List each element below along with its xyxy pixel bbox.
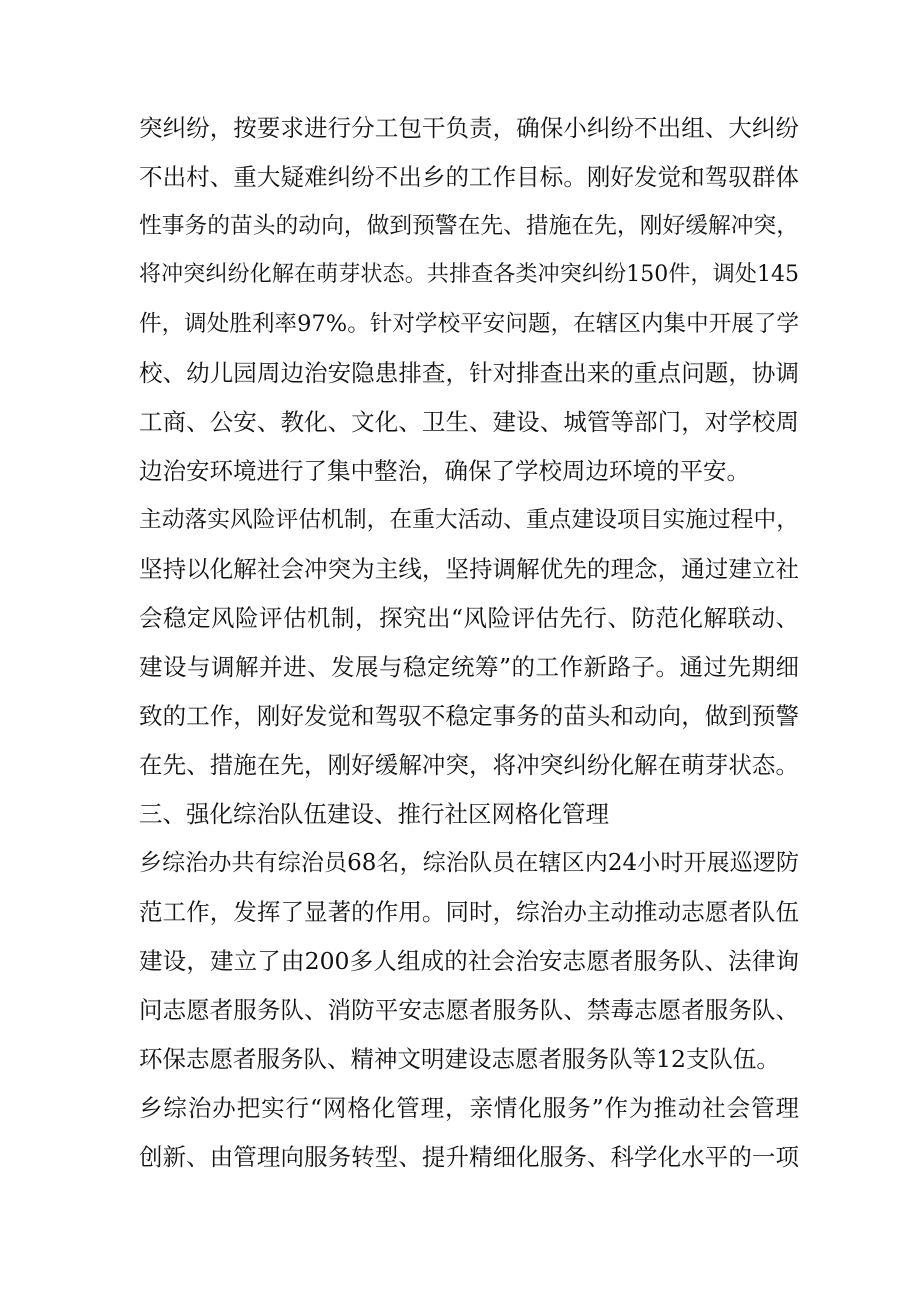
text-line: 建设与调解并进、发展与稳定统筹”的工作新路子。通过先期细 xyxy=(139,653,799,681)
text-line: 工商、公安、教化、文化、卫生、建设、城管等部门，对学校周 xyxy=(139,408,799,436)
text-line: 件，调处胜利率97%。针对学校平安问题，在辖区内集中开展了学 xyxy=(139,311,799,337)
text-line: 致的工作，刚好发觉和驾驭不稳定事务的苗头和动向，做到预警 xyxy=(139,702,799,730)
text-line: 将冲突纠纷化解在萌芽状态。共排查各类冲突纠纷150件，调处145 xyxy=(139,262,799,287)
text-line: 乡综治办把实行“网格化管理，亲情化服务”作为推动社会管理 xyxy=(139,1094,799,1122)
text-line: 坚持以化解社会冲突为主线，坚持调解优先的理念，通过建立社 xyxy=(139,555,799,583)
text-line: 建设，建立了由200多人组成的社会治安志愿者服务队、法律询 xyxy=(139,947,799,975)
text-line: 边治安环境进行了集中整治，确保了学校周边环境的平安。 xyxy=(139,457,750,485)
text-line: 乡综治办共有综治员68名，综治队员在辖区内24小时开展巡逻防 xyxy=(139,850,799,876)
text-line: 突纠纷，按要求进行分工包干负责，确保小纠纷不出组、大纠纷 xyxy=(139,114,799,142)
section-heading: 三、强化综治队伍建设、推行社区网格化管理 xyxy=(139,800,609,828)
text-line: 校、幼儿园周边治安隐患排查，针对排查出来的重点问题，协调 xyxy=(139,359,799,387)
text-line: 创新、由管理向服务转型、提升精细化服务、科学化水平的一项 xyxy=(139,1143,799,1171)
text-line: 环保志愿者服务队、精神文明建设志愿者服务队等12支队伍。 xyxy=(139,1045,780,1073)
text-line: 会稳定风险评估机制，探究出“风险评估先行、防范化解联动、 xyxy=(139,604,799,632)
text-line: 问志愿者服务队、消防平安志愿者服务队、禁毒志愿者服务队、 xyxy=(139,996,799,1024)
text-line: 性事务的苗头的动向，做到预警在先、措施在先，刚好缓解冲突， xyxy=(139,213,799,239)
text-line: 范工作，发挥了显著的作用。同时，综治办主动推动志愿者队伍 xyxy=(139,898,799,926)
text-line: 主动落实风险评估机制，在重大活动、重点建设项目实施过程中， xyxy=(139,507,799,533)
text-line: 不出村、重大疑难纠纷不出乡的工作目标。刚好发觉和驾驭群体 xyxy=(139,163,799,191)
text-line: 在先、措施在先，刚好缓解冲突，将冲突纠纷化解在萌芽状态。 xyxy=(139,751,799,779)
